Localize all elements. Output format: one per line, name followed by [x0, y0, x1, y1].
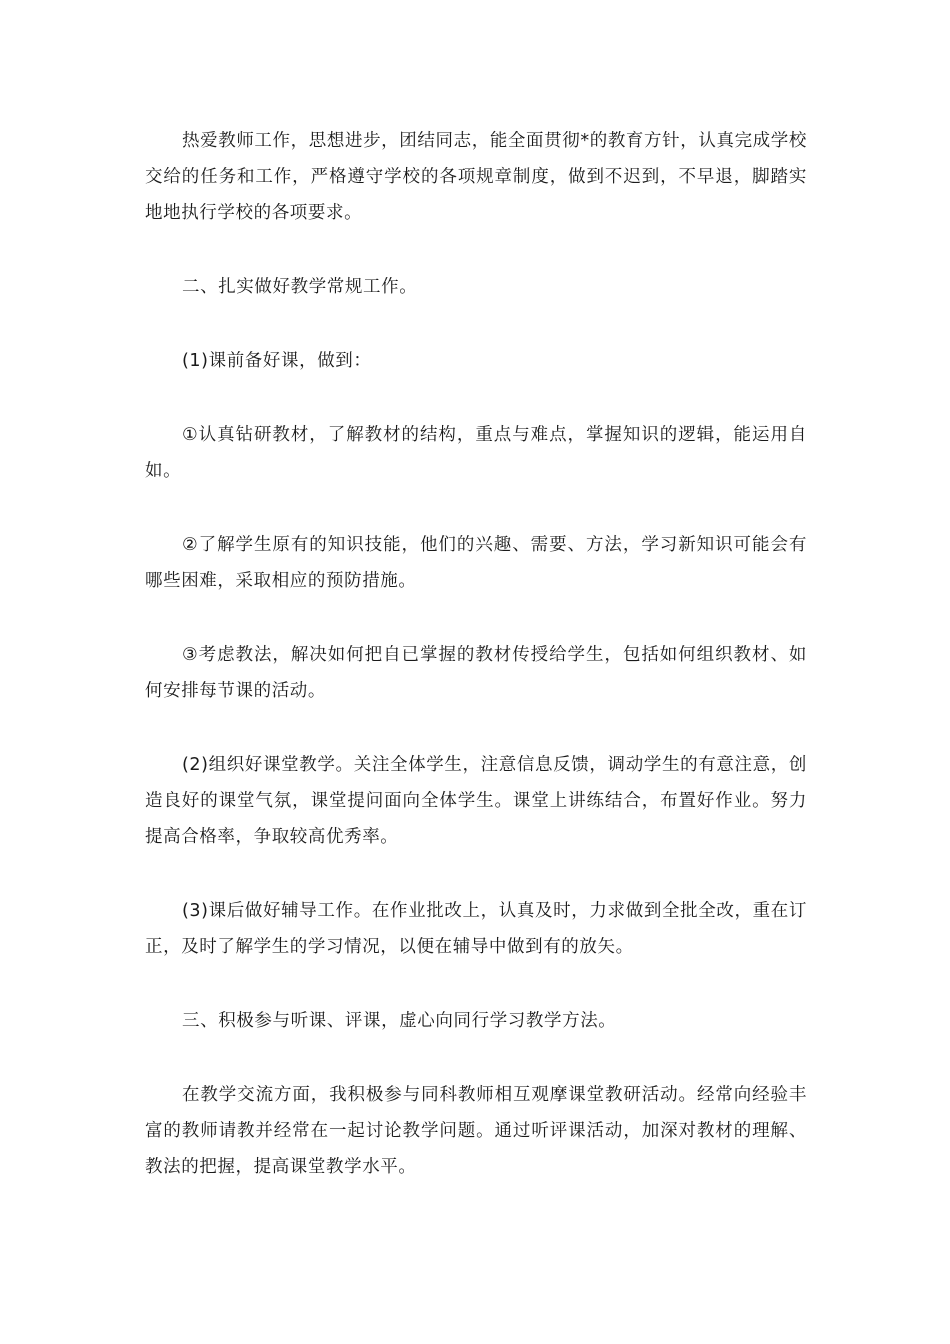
list-item-1: ①认真钻研教材，了解教材的结构，重点与难点，掌握知识的逻辑，能运用自如。: [145, 425, 807, 481]
paragraph-gap: [145, 231, 807, 269]
paragraph-gap: [145, 855, 807, 893]
subheading-2: (2)组织好课堂教学。关注全体学生，注意信息反馈，调动学生的有意注意，创造良好的课堂气氛，课堂提问面向全体学生。课堂上讲练结合，布置好作业。努力提高合格率，争取较高优秀率。: [145, 755, 807, 847]
paragraph-exchange: 在教学交流方面，我积极参与同科教师相互观摩课堂教研活动。经常向经验丰富的教师请教并经常在一起讨论教学问题。通过听评课活动，加深对教材的理解、教法的把握，提高课堂教学水平。: [145, 1085, 807, 1177]
section-heading-2: 二、扎实做好教学常规工作。: [182, 277, 418, 297]
list-item-3: ③考虑教法，解决如何把自已掌握的教材传授给学生，包括如何组织教材、如何安排每节课的活动。: [145, 645, 807, 701]
paragraph-gap: [145, 489, 807, 527]
paragraph-gap: [145, 305, 807, 343]
list-item-2: ②了解学生原有的知识技能，他们的兴趣、需要、方法，学习新知识可能会有哪些困难，采取相应的预防措施。: [145, 535, 807, 591]
paragraph-gap: [145, 965, 807, 1003]
subheading-3: (3)课后做好辅导工作。在作业批改上，认真及时，力求做到全批全改，重在订正，及时了解学生的学习情况，以便在辅导中做到有的放矢。: [145, 901, 807, 957]
paragraph-gap: [145, 1039, 807, 1077]
paragraph-gap: [145, 599, 807, 637]
paragraph-duty: 热爱教师工作，思想进步，团结同志，能全面贯彻*的教育方针，认真完成学校交给的任务和工作，严格遵守学校的各项规章制度，做到不迟到，不早退，脚踏实地地执行学校的各项要求。: [145, 131, 807, 223]
subheading-1: (1)课前备好课，做到：: [182, 351, 372, 371]
paragraph-gap: [145, 709, 807, 747]
section-heading-3: 三、积极参与听课、评课，虚心向同行学习教学方法。: [182, 1011, 617, 1031]
document-body: [145, 123, 807, 1185]
paragraph-gap: [145, 379, 807, 417]
